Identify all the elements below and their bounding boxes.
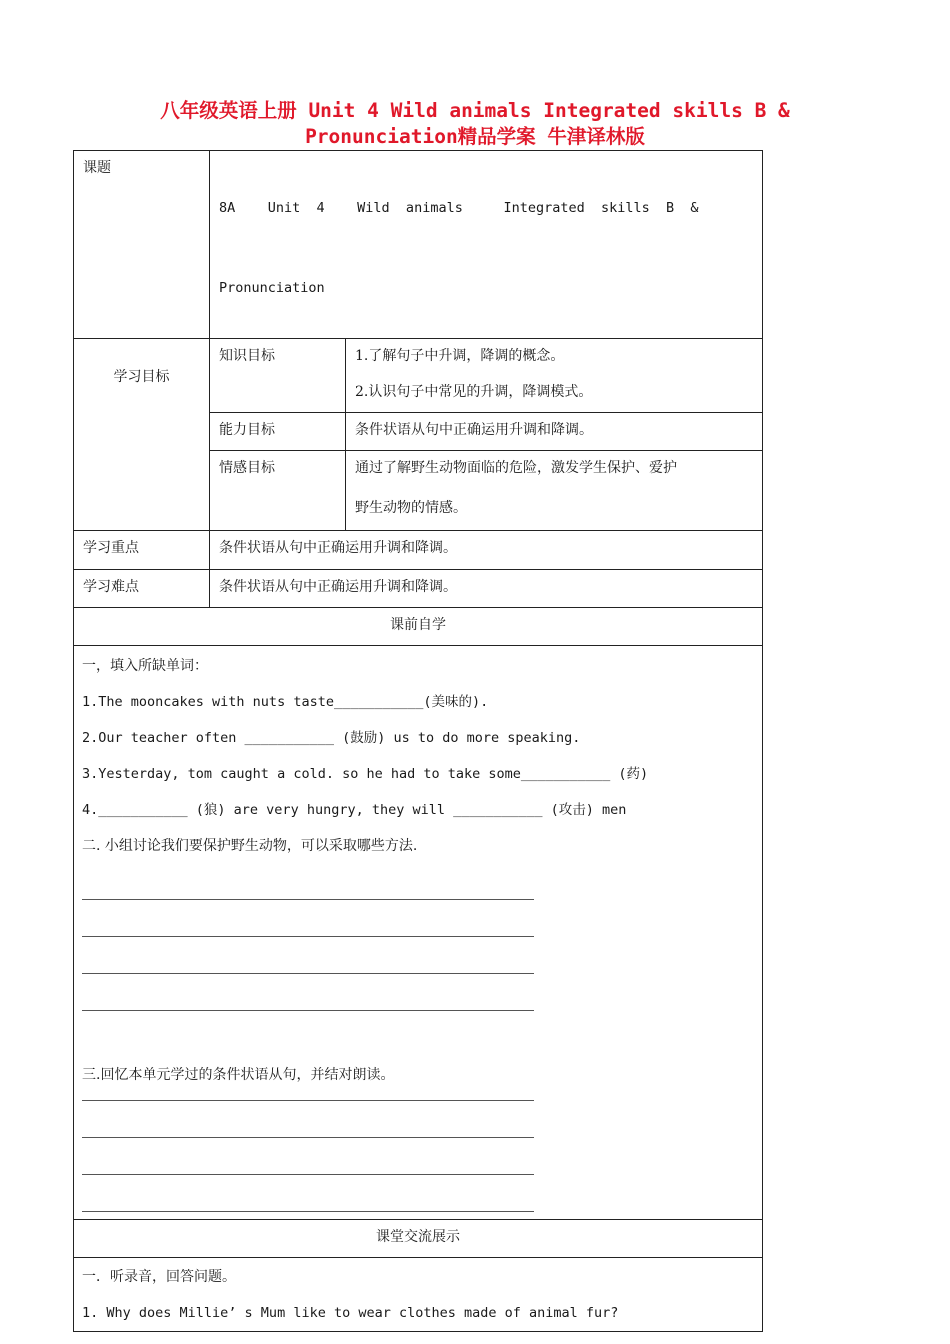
- inclass-part1-title: 一．听录音，回答问题。: [82, 1269, 236, 1285]
- preclass-part3-title: 三.回忆本单元学过的条件状语从句，并结对朗读。: [82, 1067, 395, 1083]
- topic-label: 课题: [83, 160, 111, 176]
- focus-text: 条件状语从句中正确运用升调和降调。: [219, 540, 457, 556]
- preclass-content-row: [74, 646, 763, 1220]
- topic-line-1: 8A Unit 4 Wild animals Integrated skills B &: [219, 200, 699, 216]
- goals-label: 学习目标: [113, 369, 170, 385]
- topic-row: [74, 151, 763, 339]
- emotion-line-2: 野生动物的情感。: [355, 500, 467, 516]
- emotion-label: 情感目标: [219, 460, 275, 476]
- lesson-plan-table: [73, 150, 763, 1332]
- ability-text: 条件状语从句中正确运用升调和降调。: [355, 422, 593, 438]
- knowledge-item-1: 1.了解句子中升调，降调的概念。: [355, 348, 565, 364]
- knowledge-label: 知识目标: [219, 348, 275, 364]
- focus-row: [74, 531, 763, 570]
- fill-question-3: 3.Yesterday, tom caught a cold. so he had to take some___________ (药): [82, 766, 649, 782]
- title-line-2: Pronunciation精品学案 牛津译林版: [305, 125, 645, 148]
- preclass-part1-title: 一，填入所缺单词：: [82, 658, 208, 674]
- title-line-1: 八年级英语上册 Unit 4 Wild animals Integrated skills B &: [160, 99, 790, 122]
- inclass-heading-row: [74, 1220, 763, 1258]
- inclass-heading: 课堂交流展示: [376, 1229, 460, 1245]
- document-title: [0, 98, 950, 150]
- topic-line-2: Pronunciation: [219, 280, 325, 296]
- answer-line[interactable]: [82, 1210, 534, 1212]
- fill-question-1: 1.The mooncakes with nuts taste___________(美味的).: [82, 694, 489, 710]
- difficulty-text: 条件状语从句中正确运用升调和降调。: [219, 579, 457, 595]
- emotion-line-1: 通过了解野生动物面临的危险，激发学生保护、爱护: [355, 460, 677, 476]
- focus-label: 学习重点: [83, 540, 139, 556]
- difficulty-label: 学习难点: [83, 579, 139, 595]
- fill-question-2: 2.Our teacher often ___________ (鼓励) us to do more speaking.: [82, 730, 581, 746]
- preclass-heading-row: [74, 608, 763, 646]
- knowledge-item-2: 2.认识句子中常见的升调，降调模式。: [355, 384, 593, 400]
- preclass-heading: 课前自学: [390, 617, 446, 633]
- listen-question-1: 1. Why does Millie’ s Mum like to wear clothes made of animal fur?: [82, 1305, 619, 1321]
- difficulty-row: [74, 570, 763, 608]
- fill-question-4: 4.___________ (狼) are very hungry, they will ___________ (攻击) men: [82, 802, 627, 818]
- knowledge-row: [74, 339, 763, 413]
- inclass-content-row: [74, 1258, 763, 1332]
- ability-label: 能力目标: [219, 422, 275, 438]
- preclass-part2-title: 二. 小组讨论我们要保护野生动物，可以采取哪些方法.: [82, 838, 418, 854]
